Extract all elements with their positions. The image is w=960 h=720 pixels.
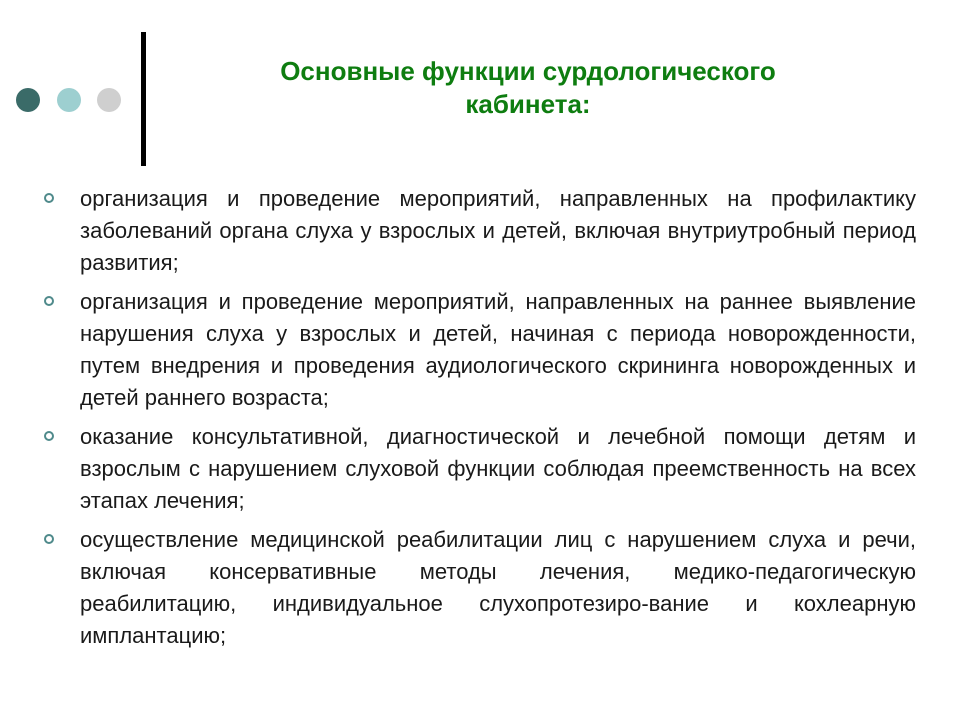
bullet-item (44, 183, 916, 279)
ring-bullet-icon (44, 296, 54, 306)
bullet-item (44, 524, 916, 652)
dark-dot-icon (16, 88, 40, 112)
bullet-text: организация и проведение мероприятий, направленных на раннее выявление нарушения слуха у взрослых и детей, начиная с периода новорожденности, путем внедрения и проведения аудиологического скрининга новорожденных и детей раннего возраста; (80, 289, 916, 410)
ring-bullet-icon (44, 193, 54, 203)
title-line-2: кабинета: (465, 89, 591, 119)
teal-dot-icon (57, 88, 81, 112)
ring-bullet-icon (44, 534, 54, 544)
bullet-list (44, 183, 916, 659)
bullet-item (44, 286, 916, 414)
bullet-text: организация и проведение мероприятий, направленных на профилактику заболеваний органа слуха у взрослых и детей, включая внутриутробный период развития; (80, 186, 916, 275)
slide-title (168, 55, 888, 121)
bullet-text: осуществление медицинской реабилитации лиц с нарушением слуха и речи, включая консервативные методы лечения, медико-педагогическую реабилитацию, индивидуальное слухопротезиро-вание и кохлеарную имплантацию; (80, 527, 916, 648)
ring-bullet-icon (44, 431, 54, 441)
bullet-text: оказание консультативной, диагностической и лечебной помощи детям и взрослым с нарушением слуховой функции соблюдая преемственность на всех этапах лечения; (80, 424, 916, 513)
vertical-divider (141, 32, 146, 166)
decorative-dots (16, 88, 126, 112)
bullet-item (44, 421, 916, 517)
title-line-1: Основные функции сурдологического (280, 56, 776, 86)
gray-dot-icon (97, 88, 121, 112)
